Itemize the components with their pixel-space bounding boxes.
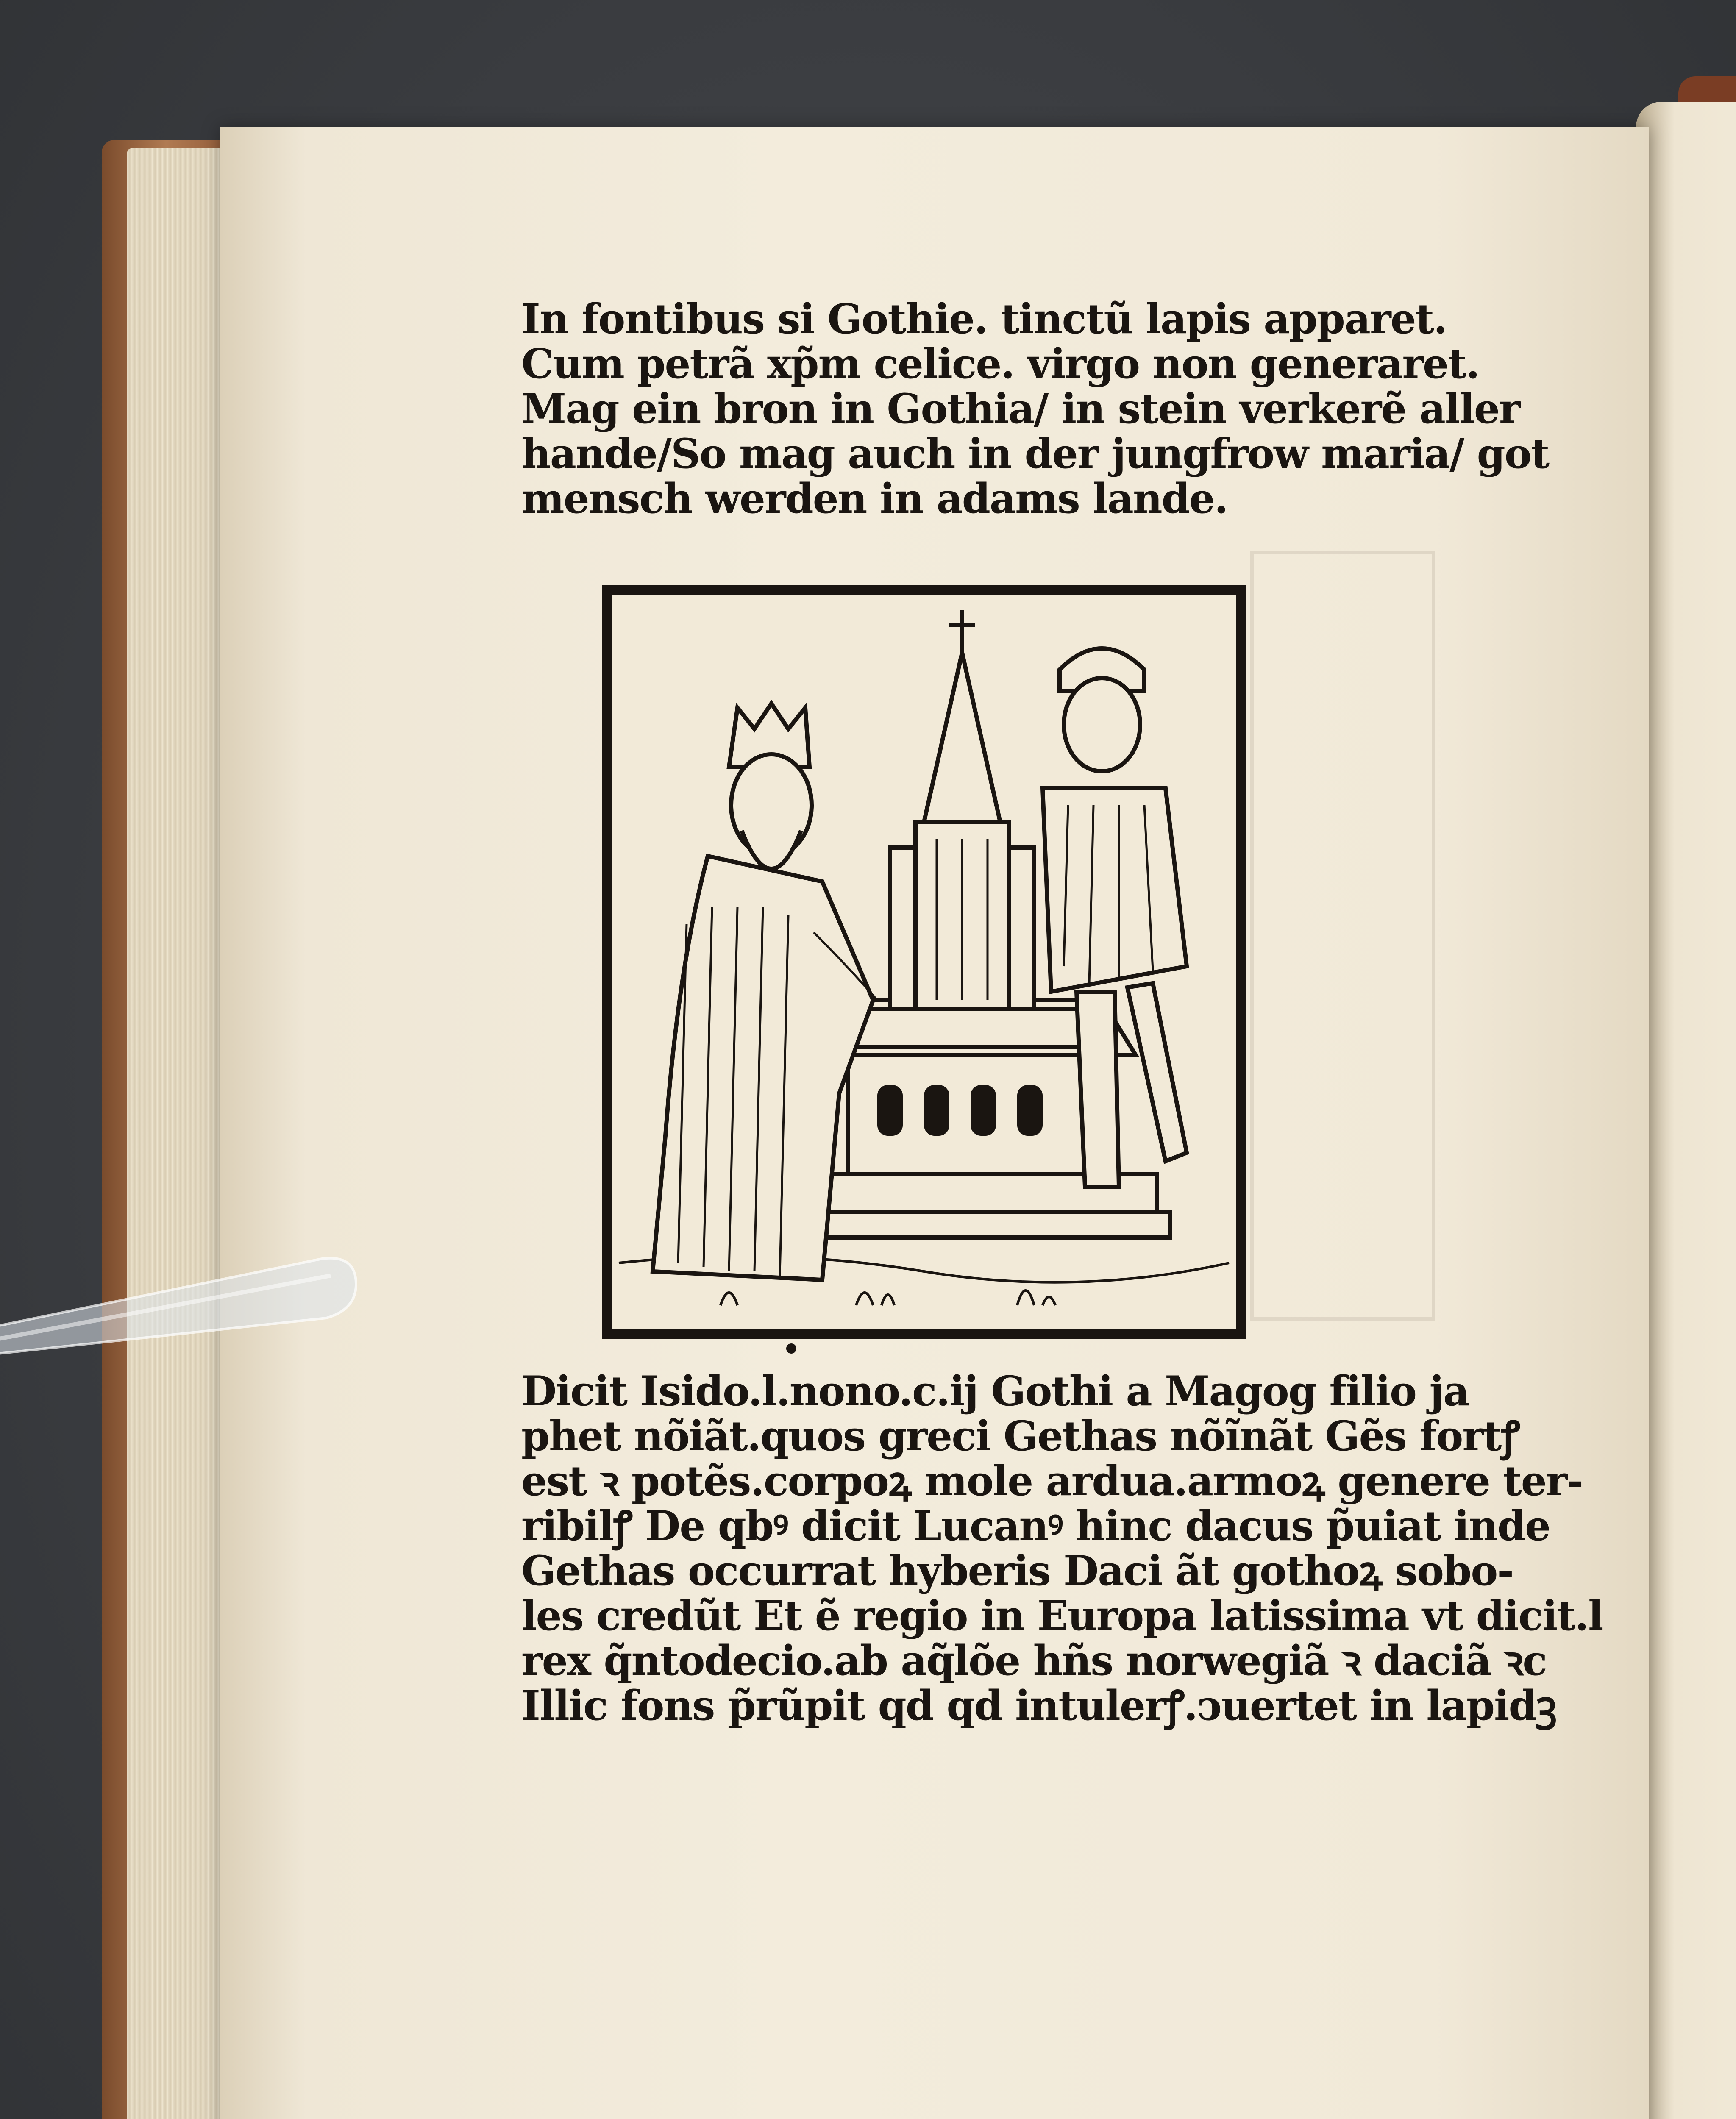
commentary-line: phet nõiãt.quos greci Gethas nõĩnãt Gẽs fortꝭ: [521, 1412, 1519, 1460]
commentary-line: rex q̃ntodecio.ab aq̃lõe hñs norwegiã ꝛ daciã ꝛc: [521, 1637, 1547, 1685]
woodcut-illustration: [602, 585, 1246, 1339]
facing-page-edge: [1636, 102, 1736, 2119]
verse-line: In fontibus si Gothie. tinctũ lapis apparet.: [521, 295, 1447, 343]
ink-dot: [786, 1343, 796, 1354]
commentary-text: [521, 1367, 1603, 1730]
bleed-through-woodcut: [1250, 551, 1435, 1321]
verse-text: [521, 295, 1549, 523]
verse-line: Mag ein bron in Gothia/ in stein verkerẽ aller: [521, 385, 1520, 433]
commentary-line: les credũt Et ẽ regio in Europa latissima vt dicit.l: [521, 1592, 1603, 1640]
commentary-line: Gethas occurrat hyberis Daci ãt gothoꝝ sobo-: [521, 1547, 1513, 1595]
verse-line: hande/So mag auch in der jungfrow maria/ got: [521, 430, 1549, 478]
commentary-line: est ꝛ potẽs.corpoꝝ mole ardua.armoꝝ genere ter-: [521, 1457, 1583, 1505]
commentary-line: ribilꝭ De qbꝰ dicit Lucanꝰ hinc dacus p̃uiat inde: [521, 1502, 1550, 1550]
verse-line: mensch werden in adams lande.: [521, 475, 1228, 523]
verse-line: Cum petrã xp̃m celice. virgo non generaret.: [521, 340, 1479, 388]
page-holder-strap: [0, 1246, 398, 1356]
commentary-line: Dicit Isido.l.nono.c.ij Gothi a Magog filio ja: [521, 1367, 1469, 1415]
commentary-line: Illic fons p̃rũpit qd qd intulerꝭ.ↄuertet in lapidꝫ: [521, 1682, 1556, 1730]
